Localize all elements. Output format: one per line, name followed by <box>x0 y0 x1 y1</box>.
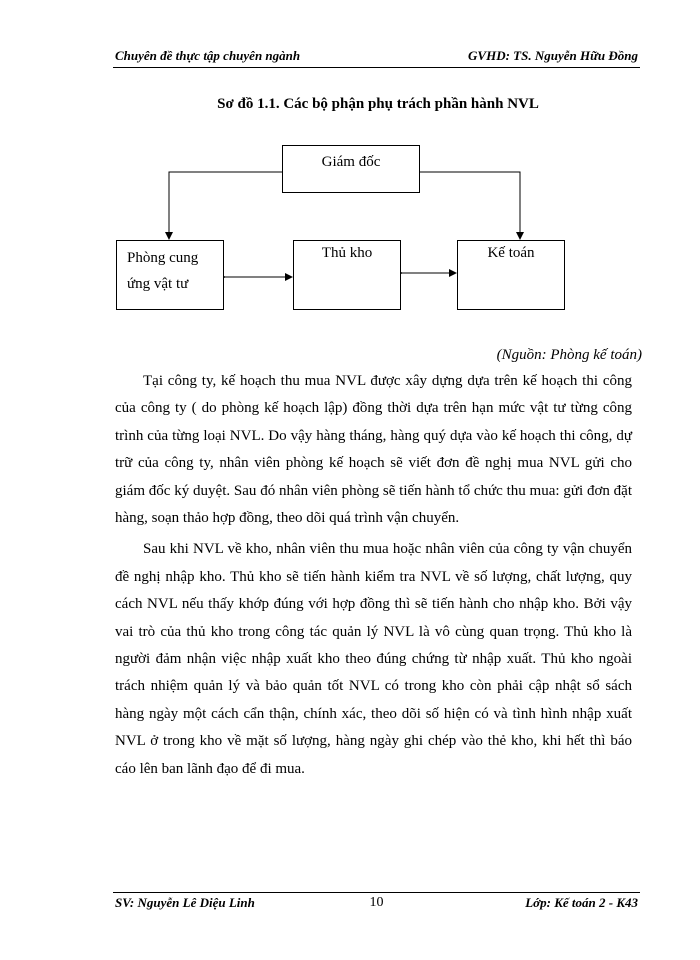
footer-class: Lớp: Kế toán 2 - K43 <box>525 895 638 910</box>
page-number: 10 <box>369 895 384 910</box>
header-course-title: Chuyên đề thực tập chuyên ngành <box>115 48 301 63</box>
page-footer <box>115 895 638 915</box>
node-accounting: Kế toán <box>457 240 565 310</box>
node-director: Giám đốc <box>282 145 420 193</box>
connector-director-supply <box>169 172 282 239</box>
paragraph: Tại công ty, kế hoạch thu mua NVL được xây dựng dựa trên kế hoạch thi công của công ty ( do phòng kế hoạch lập) đồng thời dựa trên hạn mức vật tư từng công trình của từng loại NVL. Do vậy hàng tháng, hàng quý dựa vào kế hoạch thi công, dự trữ của công ty, nhân viên phòng kế hoạch sẽ viết đơn đề nghị mua NVL gửi cho giám đốc ký duyệt. Sau đó nhân viên phòng sẽ tiến hành tổ chức thu mua: gửi đơn đặt hàng, soạn thảo hợp đồng, theo dõi quá trình vận chuyển. <box>115 373 632 527</box>
figure-source: (Nguồn: Phòng kế toán) <box>496 347 642 363</box>
node-supply-department: Phòng cung ứng vật tư <box>116 240 224 310</box>
connector-director-accounting <box>420 172 520 239</box>
footer-divider <box>113 892 640 893</box>
paragraph: Sau khi NVL về kho, nhân viên thu mua hoặc nhân viên của công ty vận chuyển đề nghị nhập kho. Thủ kho sẽ tiến hành kiểm tra NVL về số lượng, chất lượng, quy cách NVL nếu thấy khớp đúng với hợp đồng thì sẽ tiến hành cho nhập kho. Bởi vậy vai trò của thủ kho trong công tác quản lý NVL là vô cùng quan trọng. Thủ kho là người đảm nhận việc nhập xuất kho theo đúng chứng từ nhập xuất. Thủ kho ngoài trách nhiệm quản lý và bảo quản tốt NVL có trong kho còn phải cập nhật sổ sách hàng ngày một cách cẩn thận, chính xác, theo dõi số hiện có và tình hình nhập xuất NVL ở trong kho về mặt số lượng, hàng ngày ghi chép vào thẻ kho, khi hết thì báo cáo lên ban lãnh đạo để đi mua. <box>115 541 632 777</box>
figure-title: Sơ đồ 1.1. Các bộ phận phụ trách phần hành NVL <box>217 96 539 112</box>
footer-student: SV: Nguyễn Lê Diệu Linh <box>115 895 255 910</box>
header-advisor: GVHD: TS. Nguyễn Hữu Đồng <box>468 48 638 63</box>
node-storekeeper: Thủ kho <box>293 240 401 310</box>
body-text <box>115 368 632 787</box>
